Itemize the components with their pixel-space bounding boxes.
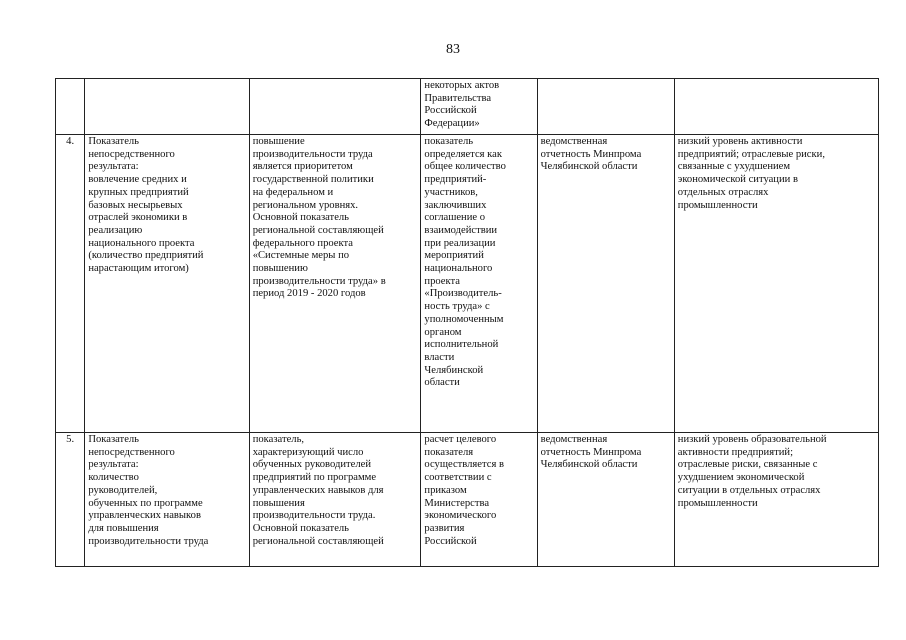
- table-cell-risks: низкий уровень образовательной активности предприятий; отраслевые риски, связанные с ухудшением экономической ситуации в отдельных отраслях промышленности: [674, 433, 878, 567]
- table-row: [56, 135, 879, 433]
- table-cell-method: показатель определяется как общее количество предприятий- участников, заключивших соглашение о взаимодействии при реализации мероприятий национального проекта «Производитель- ность труда» с уполномоченным органом исполнительной власти Челябинской области: [421, 135, 537, 433]
- table-cell-rationale: показатель, характеризующий число обученных руководителей предприятий по программе управленческих навыков для повышения производительности труда. Основной показатель региональной составляющей: [249, 433, 421, 567]
- table-cell-indicator: Показатель непосредственного результата: количество руководителей, обученных по программе управленческих навыков для повышения производительности труда: [85, 433, 249, 567]
- table-cell-risks: [674, 79, 878, 135]
- table-row: [56, 79, 879, 135]
- table-cell-source: ведомственная отчетность Минпрома Челябинской области: [537, 135, 674, 433]
- table-cell-source: ведомственная отчетность Минпрома Челябинской области: [537, 433, 674, 567]
- table-cell-number: 4.: [56, 135, 85, 433]
- table-cell-rationale: повышение производительности труда является приоритетом государственной политики на федеральном и региональном уровнях. Основной показатель региональной составляющей федерального проекта «Системные меры по повышению производительности труда» в период 2019 - 2020 годов: [249, 135, 421, 433]
- indicator-table: [55, 78, 879, 567]
- table-cell-indicator: [85, 79, 249, 135]
- table-cell-indicator: Показатель непосредственного результата: вовлечение средних и крупных предприятий базовых несырьевых отраслей экономики в реализацию национального проекта (количество предприятий нарастающим итогом): [85, 135, 249, 433]
- page-number: 83: [446, 42, 460, 57]
- table-cell-method: расчет целевого показателя осуществляется в соответствии с приказом Министерства экономического развития Российской: [421, 433, 537, 567]
- table-cell-rationale: [249, 79, 421, 135]
- table-row: [56, 433, 879, 567]
- table-cell-method: некоторых актов Правительства Российской Федерации»: [421, 79, 537, 135]
- table-cell-source: [537, 79, 674, 135]
- table-cell-risks: низкий уровень активности предприятий; отраслевые риски, связанные с ухудшением экономической ситуации в отдельных отраслях промышленности: [674, 135, 878, 433]
- table-cell-number: 5.: [56, 433, 85, 567]
- table-cell-number: [56, 79, 85, 135]
